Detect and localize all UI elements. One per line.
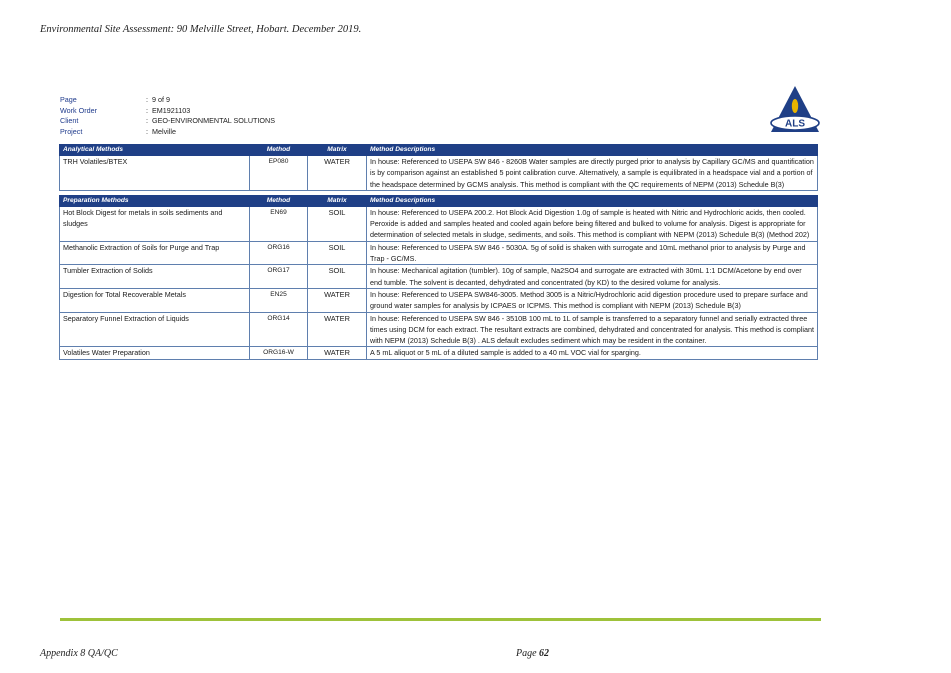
method-description: In house: Referenced to USEPA 200.2. Hot Block Acid Digestion 1.0g of sample is heated with Nitric and Hydrochloric acids, then cooled. Peroxide is added and samples heated and cooled again before being filtered and bulked to volume for analysis. Digest is appropriate for determination of selected metals in sludge, sediments, and soils. This method is compliant with NEPM (2013) Schedule B(3) (Method 202) xyxy=(367,206,818,241)
analytical-header-row xyxy=(60,145,818,156)
document-title: Environmental Site Assessment: 90 Melville Street, Hobart. December 2019. xyxy=(40,24,362,35)
method-name: Methanolic Extraction of Soils for Purge and Trap xyxy=(60,241,250,265)
description-heading: Method Descriptions xyxy=(367,195,818,206)
method-name: Hot Block Digest for metals in soils sediments and sludges xyxy=(60,206,250,241)
meta-separator: : xyxy=(146,126,148,136)
logo-text: ALS xyxy=(785,118,805,130)
meta-row-page xyxy=(60,95,275,106)
page-value: 62 xyxy=(539,648,550,659)
meta-value: GEO-ENVIRONMENTAL SOLUTIONS xyxy=(152,116,276,126)
meta-row-work-order xyxy=(60,106,275,117)
method-name: Tumbler Extraction of Solids xyxy=(60,265,250,289)
method-description: In house: Referenced to USEPA SW 846 - 5030A. 5g of solid is shaken with surrogate and 10mL methanol prior to analysis by Purge and Trap - GC/MS. xyxy=(367,241,818,265)
methods-table xyxy=(59,144,818,360)
matrix-value: WATER xyxy=(308,347,367,359)
table-row xyxy=(60,347,818,359)
method-description: A 5 mL aliquot or 5 mL of a diluted sample is added to a 40 mL VOC vial for sparging. xyxy=(367,347,818,359)
matrix-value: SOIL xyxy=(308,265,367,289)
method-code: EP080 xyxy=(250,156,308,191)
meta-label: Project xyxy=(60,126,83,136)
preparation-methods-heading: Preparation Methods xyxy=(60,195,250,206)
matrix-heading: Matrix xyxy=(308,145,367,156)
meta-separator: : xyxy=(146,105,148,115)
method-name: TRH Volatiles/BTEX xyxy=(60,156,250,191)
logo-flame-icon xyxy=(792,99,798,113)
method-code: ORG16-W xyxy=(250,347,308,359)
page-label: Page xyxy=(516,648,537,659)
matrix-value: WATER xyxy=(308,156,367,191)
preparation-header-row xyxy=(60,195,818,206)
method-name: Separatory Funnel Extraction of Liquids xyxy=(60,312,250,347)
meta-row-project xyxy=(60,127,275,138)
method-name: Volatiles Water Preparation xyxy=(60,347,250,359)
meta-value: 9 of 9 xyxy=(152,95,170,104)
footer-divider xyxy=(60,618,821,621)
meta-value: EM1921103 xyxy=(152,105,191,115)
method-description: In house: Referenced to USEPA SW 846 - 8260B Water samples are directly purged prior to analysis by Capillary GC/MS and quantification is by comparison against an established 5 point calibration curve. Alternatively, a sample is equilibrated in a headspace vial and a portion of the headspace determined by GCMS analysis. This method is compliant with the QC requirements of NEPM (2013) Schedule B(3) xyxy=(367,156,818,191)
method-heading: Method xyxy=(250,195,308,206)
method-description: In house: Mechanical agitation (tumbler). 10g of sample, Na2SO4 and surrogate are extracted with 30mL 1:1 DCM/Acetone by end over end tumble. The solvent is decanted, dehydrated and concentrated (by KD) to the desired volume for analysis. xyxy=(367,265,818,289)
matrix-value: WATER xyxy=(308,288,367,312)
method-code: ORG14 xyxy=(250,312,308,347)
meta-label: Work Order xyxy=(60,105,98,115)
matrix-value: SOIL xyxy=(308,241,367,265)
method-heading: Method xyxy=(250,145,308,156)
appendix-label: Appendix 8 QA/QC xyxy=(40,648,118,659)
meta-row-client xyxy=(60,116,275,127)
meta-value: Melville xyxy=(152,126,176,136)
table-row xyxy=(60,265,818,289)
matrix-heading: Matrix xyxy=(308,195,367,206)
table-row xyxy=(60,206,818,241)
method-code: ORG17 xyxy=(250,265,308,289)
als-logo xyxy=(768,84,822,136)
table-row xyxy=(60,241,818,265)
table-row xyxy=(60,288,818,312)
meta-label: Page xyxy=(60,95,77,104)
method-code: ORG16 xyxy=(250,241,308,265)
meta-separator: : xyxy=(146,95,148,104)
description-heading: Method Descriptions xyxy=(367,145,818,156)
meta-separator: : xyxy=(146,116,148,126)
method-description: In house: Referenced to USEPA SW846-3005. Method 3005 is a Nitric/Hydrochloric acid digestion procedure used to prepare surface and ground water samples for analysis by ICPAES or ICPMS. This method is compliant with NEPM (2013) Schedule B(3) xyxy=(367,288,818,312)
method-code: EN25 xyxy=(250,288,308,312)
table-row xyxy=(60,312,818,347)
page-number xyxy=(516,648,549,659)
method-description: In house: Referenced to USEPA SW 846 - 3510B 100 mL to 1L of sample is transferred to a separatory funnel and serially extracted three times using DCM for each extract. The resultant extracts are combined, dehydrated and concentrated for analysis. This method is compliant with NEPM (2013) Schedule B(3) . ALS default excludes sediment which may be resident in the container. xyxy=(367,312,818,347)
matrix-value: WATER xyxy=(308,312,367,347)
meta-label: Client xyxy=(60,116,79,126)
analytical-methods-heading: Analytical Methods xyxy=(60,145,250,156)
matrix-value: SOIL xyxy=(308,206,367,241)
report-meta xyxy=(60,95,275,137)
method-name: Digestion for Total Recoverable Metals xyxy=(60,288,250,312)
table-row xyxy=(60,156,818,191)
method-code: EN69 xyxy=(250,206,308,241)
